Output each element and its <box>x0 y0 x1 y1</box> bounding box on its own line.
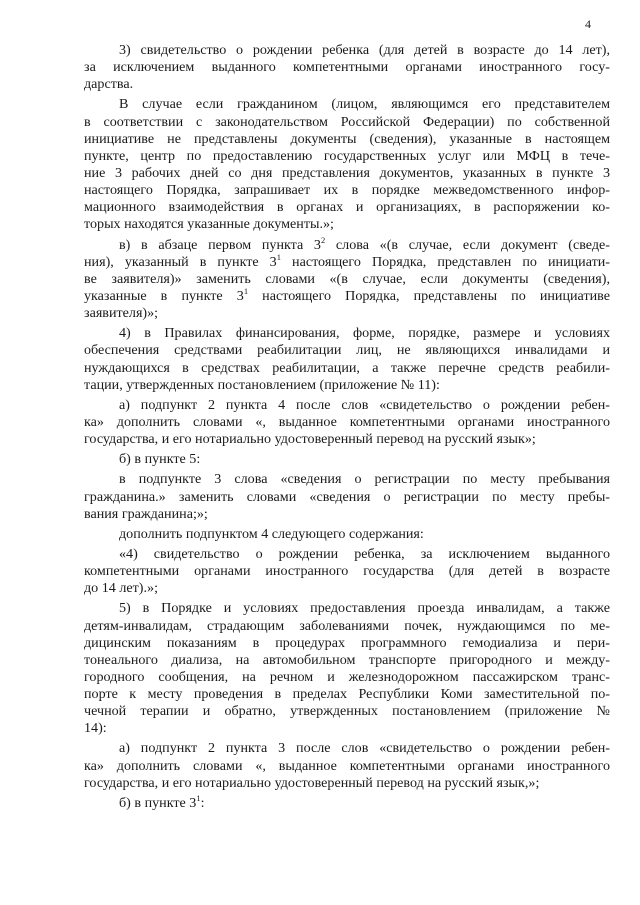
text-line-main: пункте, центр по предоставлению государственных услуг или МФЦ в тече- <box>84 147 610 164</box>
text-line <box>84 740 610 757</box>
text-line <box>84 526 610 543</box>
text-line-rest: слова «(в случае, если документ (сведе- <box>325 236 610 253</box>
text-line-main: нуждающихся в средствах реабилитации, а также перечне средств реабили- <box>84 359 610 376</box>
text-line-main: чечной терапии и обратно, утвержденных постановлением (приложение № <box>84 703 610 720</box>
text-line-main: заявителя)»; <box>84 305 159 322</box>
text-line <box>84 234 610 254</box>
text-line <box>84 506 610 523</box>
text-line <box>84 720 610 737</box>
text-line <box>84 414 610 431</box>
text-line <box>84 59 610 76</box>
text-line <box>84 377 610 394</box>
text-line-main: а) подпункт 2 пункта 4 после слов «свидетельство о рождении ребен- <box>119 396 610 413</box>
text-line <box>84 451 610 468</box>
text-line <box>84 342 610 359</box>
text-line-main: обеспечения средствами реабилитации лиц, не являющихся инвалидами и <box>84 342 610 359</box>
text-line-main: порте к месту проведения в пределах Республики Коми заместительной по- <box>84 686 610 703</box>
text-line <box>84 600 610 617</box>
text-line <box>84 165 610 182</box>
text-line-main: ве заявителя)» заменить словами «(в случае, если документы (сведения), <box>84 270 610 287</box>
text-line <box>84 131 610 148</box>
text-line-main: ка» дополнить словами «, выданное компетентными органами иностранного <box>84 757 610 774</box>
text-line <box>84 285 610 305</box>
text-line <box>84 271 610 288</box>
text-line <box>84 686 610 703</box>
text-line <box>84 635 610 652</box>
text-line-main: В случае если гражданином (лицом, являющимся его представителем <box>119 96 610 113</box>
text-line-main: государства, и его нотариально удостоверенный перевод на русский язык,»; <box>84 774 540 791</box>
text-line <box>84 703 610 720</box>
text-line <box>84 431 610 448</box>
text-line <box>84 669 610 686</box>
text-line-main: дарства. <box>84 76 134 93</box>
text-line-main: а) подпункт 2 пункта 3 после слов «свидетельство о рождении ребен- <box>119 740 610 757</box>
text-line-main: вания гражданина;»; <box>84 505 208 522</box>
text-line-main: тонеального диализа, на автомобильном транспорте пригородного и между- <box>84 651 610 668</box>
text-line-main: тации, утвержденных постановлением (приложение № 11): <box>84 376 440 393</box>
superscript: 1 <box>243 285 249 296</box>
text-line <box>84 182 610 199</box>
text-line <box>84 775 610 792</box>
text-line-main: в подпункте 3 слова «сведения о регистрации по месту пребывания <box>119 471 610 488</box>
text-line <box>84 360 610 377</box>
text-line <box>84 618 610 635</box>
text-line <box>84 546 610 563</box>
text-line-main: ка» дополнить словами «, выданное компетентными органами иностранного <box>84 413 610 430</box>
text-line-main: ние 3 рабочих дней со дня представления документов, указанных в пункте 3 <box>84 164 610 181</box>
document-body <box>84 42 610 812</box>
text-line-main: детям-инвалидам, страдающим заболеваниями почек, нуждающимся по ме- <box>84 617 610 634</box>
text-line-rest: : <box>200 794 205 811</box>
text-line-main: государства, и его нотариально удостоверенный перевод на русский язык»; <box>84 431 536 448</box>
text-line <box>84 792 610 812</box>
text-line <box>84 96 610 113</box>
text-line-main: настоящего Порядка, запрашивает их в порядке межведомственного инфор- <box>84 182 610 199</box>
text-line-main: гражданина.» заменить словами «сведения о регистрации по месту пребы- <box>84 488 610 505</box>
text-line-main: дицинским показаниям в процедурах программного гемодиализа и пери- <box>84 634 610 651</box>
page-number: 4 <box>585 17 591 31</box>
text-line-main: ния), указанный в пункте 3 <box>84 253 277 270</box>
text-line-main: 5) в Порядке и условиях предоставления проезда инвалидам, а также <box>119 600 610 617</box>
text-line-main: торых находятся указанные документы.»; <box>84 216 334 233</box>
text-line-main: до 14 лет).»; <box>84 580 158 597</box>
text-line <box>84 325 610 342</box>
text-line-rest: настоящего Порядка, представлен по инициати- <box>280 253 610 270</box>
text-line-main: 4) в Правилах финансирования, форме, порядке, размере и условиях <box>119 325 610 342</box>
text-line <box>84 305 610 322</box>
text-line <box>84 42 610 59</box>
text-line-main: за исключением выданного компетентными органами иностранного госу- <box>84 59 610 76</box>
text-line-main: в) в абзаце первом пункта 3 <box>119 236 321 253</box>
text-line <box>84 489 610 506</box>
text-line-main: «4) свидетельство о рождении ребенка, за исключением выданного <box>119 545 610 562</box>
text-line <box>84 758 610 775</box>
text-line <box>84 397 610 414</box>
text-line-main: компетентными органами иностранного государства (для детей в возрасте <box>84 563 610 580</box>
text-line-main: в соответствии с законодательством Российской Федерации) по собственной <box>84 113 610 130</box>
text-line <box>84 148 610 165</box>
text-line-main: 14): <box>84 720 107 737</box>
text-line <box>84 471 610 488</box>
text-line <box>84 76 610 93</box>
text-line-main: указанные в пункте 3 <box>84 287 244 304</box>
text-line <box>84 114 610 131</box>
superscript: 1 <box>276 251 281 262</box>
text-line <box>84 216 610 233</box>
text-line-main: б) в пункте 5: <box>119 451 201 468</box>
text-line-main: городного сообщения, на речном и железнодорожном пассажирском транс- <box>84 668 610 685</box>
text-line-main: б) в пункте 3 <box>119 794 197 811</box>
text-line <box>84 580 610 597</box>
text-line <box>84 563 610 580</box>
text-line <box>84 251 610 271</box>
text-line-rest: настоящего Порядка, представлены по инициативе <box>248 287 610 304</box>
text-line-main: 3) свидетельство о рождении ребенка (для детей в возрасте до 14 лет), <box>119 42 610 58</box>
text-line <box>84 199 610 216</box>
text-line-main: дополнить подпунктом 4 следующего содержания: <box>119 525 424 542</box>
text-line-main: мационного взаимодействия в органах и организациях, в распоряжении ко- <box>84 199 610 216</box>
superscript: 1 <box>196 792 201 803</box>
text-line-main: инициативе не представлены документы (сведения), указанные в настоящем <box>84 130 610 147</box>
superscript: 2 <box>320 234 326 245</box>
text-line <box>84 652 610 669</box>
